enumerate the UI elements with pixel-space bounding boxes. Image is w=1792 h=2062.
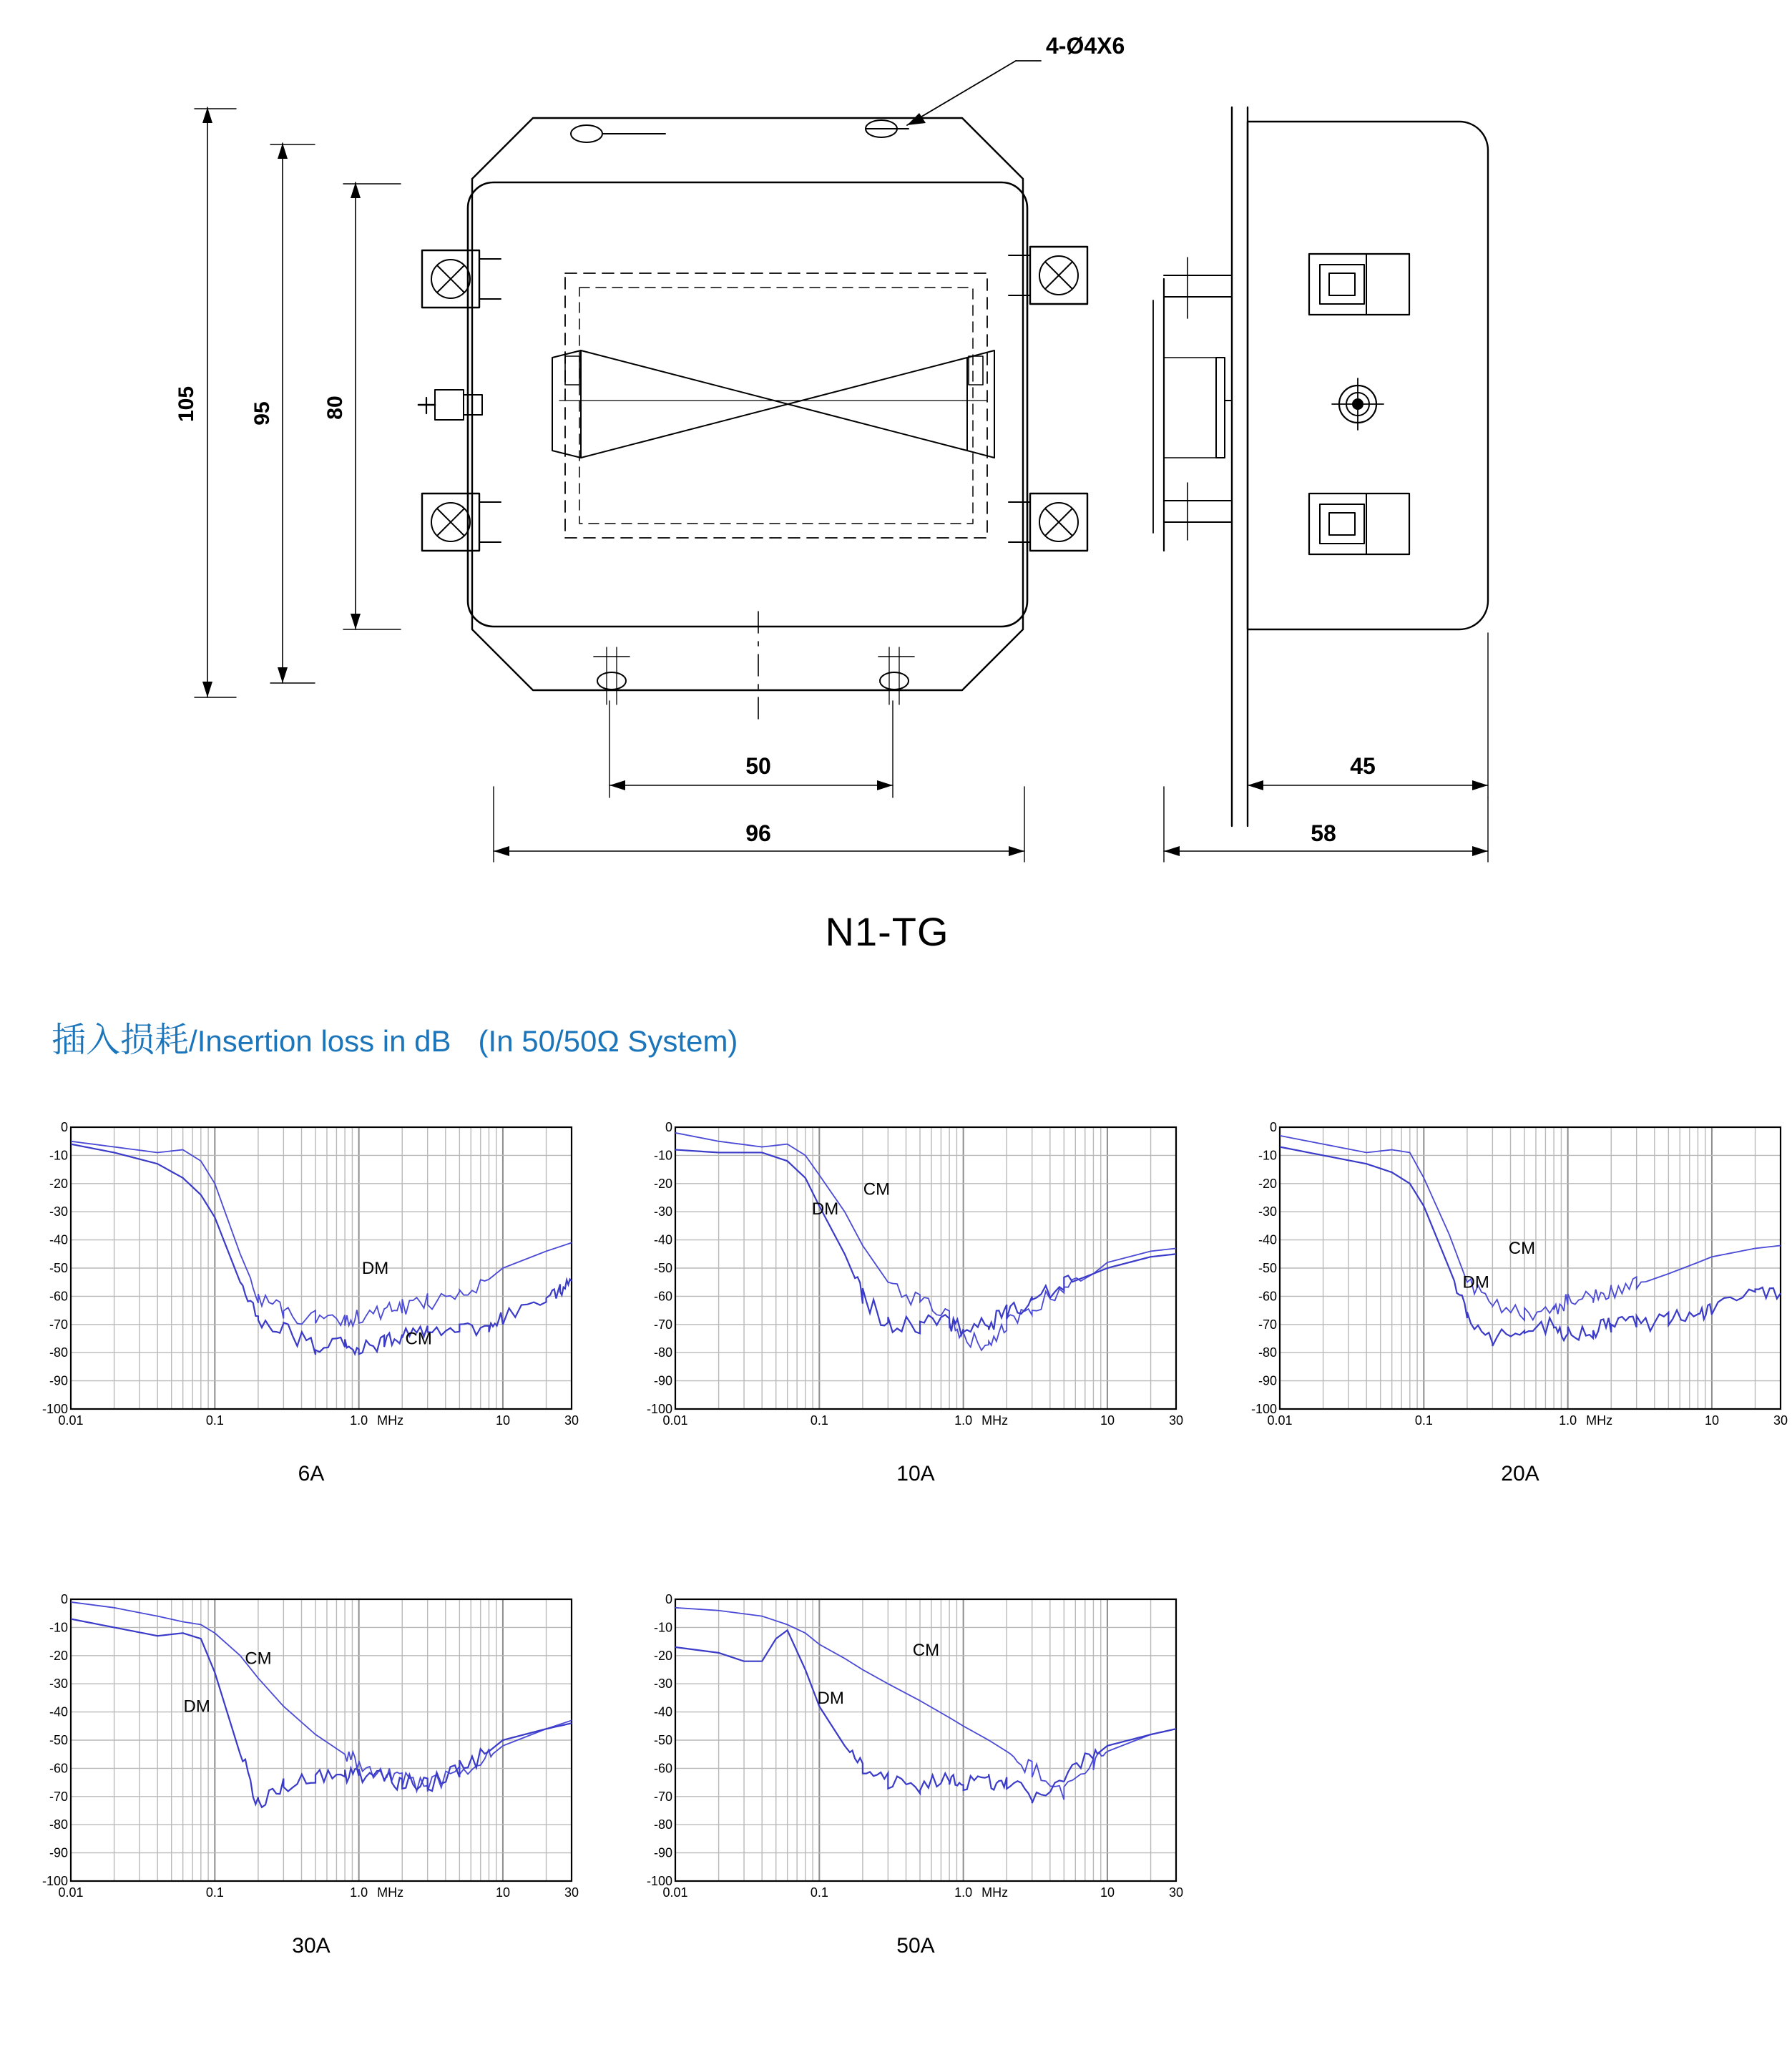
y-tick-label: -30 bbox=[49, 1204, 68, 1219]
y-tick-label: -40 bbox=[49, 1704, 68, 1719]
section-heading-en: Insertion loss in dB bbox=[197, 1024, 451, 1058]
y-tick-label: -30 bbox=[1258, 1204, 1277, 1219]
y-tick-label: -70 bbox=[1258, 1317, 1277, 1332]
chart-caption-50a: 50A bbox=[896, 1934, 935, 1958]
y-tick-label: -50 bbox=[1258, 1261, 1277, 1275]
dim-45: 45 bbox=[1350, 753, 1376, 779]
y-tick-label: -100 bbox=[41, 1402, 68, 1416]
y-tick-label: -80 bbox=[653, 1817, 672, 1832]
chart-row-1 bbox=[0, 1116, 1788, 1502]
chart-20a-svg bbox=[1248, 1116, 1792, 1452]
chart-cell-6a bbox=[39, 1116, 583, 1486]
y-tick-label: -100 bbox=[646, 1402, 672, 1416]
y-tick-label: -60 bbox=[653, 1289, 672, 1304]
y-tick-label: -20 bbox=[49, 1176, 68, 1191]
y-tick-label: -10 bbox=[49, 1620, 68, 1635]
x-tick-label: 30 bbox=[1168, 1413, 1184, 1428]
chart-20a bbox=[1248, 1116, 1792, 1452]
y-tick-label: -90 bbox=[1258, 1373, 1277, 1388]
x-tick-label: 30 bbox=[564, 1885, 579, 1900]
y-tick-label: 0 bbox=[1269, 1120, 1277, 1134]
dim-50: 50 bbox=[745, 753, 771, 779]
y-tick-label: 0 bbox=[665, 1120, 672, 1134]
chart-caption-10a: 10A bbox=[896, 1462, 935, 1486]
y-tick-label: -10 bbox=[1258, 1148, 1277, 1163]
chart-caption-6a: 6A bbox=[298, 1462, 325, 1486]
x-tick-label: 0.1 bbox=[810, 1413, 828, 1428]
y-tick-label: -30 bbox=[653, 1204, 672, 1219]
y-tick-label: -40 bbox=[49, 1232, 68, 1247]
chart-caption-20a: 20A bbox=[1501, 1462, 1539, 1486]
x-tick-label: 0.1 bbox=[1414, 1413, 1433, 1428]
section-heading-system: (In 50/50Ω System) bbox=[478, 1024, 738, 1058]
series-annotation-dm: DM bbox=[817, 1688, 844, 1708]
x-tick-label: 10 bbox=[495, 1413, 511, 1428]
x-tick-label: 1.0 bbox=[954, 1413, 973, 1428]
chart-cell-20a bbox=[1248, 1116, 1792, 1486]
x-tick-label: 10 bbox=[1100, 1885, 1115, 1900]
series-annotation-dm: DM bbox=[183, 1697, 210, 1717]
x-tick-label: 1.0 bbox=[1559, 1413, 1577, 1428]
y-tick-label: -70 bbox=[49, 1789, 68, 1804]
x-tick-label: 1.0 bbox=[954, 1885, 973, 1900]
y-tick-label: -80 bbox=[653, 1345, 672, 1360]
y-tick-label: -80 bbox=[1258, 1345, 1277, 1360]
y-tick-label: -50 bbox=[653, 1733, 672, 1747]
chart-30a-svg bbox=[39, 1588, 583, 1924]
dim-95: 95 bbox=[250, 401, 274, 426]
y-tick-label: -80 bbox=[49, 1817, 68, 1832]
x-tick-label: 0.1 bbox=[810, 1885, 828, 1900]
drawing-svg bbox=[0, 0, 1774, 887]
section-heading-cn: 插入损耗 bbox=[52, 1021, 190, 1059]
y-tick-label: -100 bbox=[646, 1874, 672, 1888]
chart-30a bbox=[39, 1588, 583, 1924]
y-tick-label: -60 bbox=[1258, 1289, 1277, 1304]
y-tick-label: -50 bbox=[49, 1733, 68, 1747]
y-tick-label: -70 bbox=[653, 1789, 672, 1804]
x-tick-label: 0.01 bbox=[58, 1885, 84, 1900]
y-tick-label: -60 bbox=[49, 1289, 68, 1304]
y-tick-label: -60 bbox=[49, 1761, 68, 1776]
chart-cell-50a bbox=[644, 1588, 1188, 1958]
chart-10a bbox=[644, 1116, 1188, 1452]
series-annotation-cm: CM bbox=[912, 1640, 940, 1660]
x-tick-label: 10 bbox=[1100, 1413, 1115, 1428]
y-tick-label: -30 bbox=[49, 1676, 68, 1692]
chart-cell-10a bbox=[644, 1116, 1188, 1486]
y-tick-label: -40 bbox=[1258, 1232, 1277, 1247]
dim-105: 105 bbox=[175, 386, 198, 423]
series-annotation-cm: CM bbox=[405, 1329, 432, 1349]
x-tick-label: 30 bbox=[1168, 1885, 1184, 1900]
y-tick-label: 0 bbox=[60, 1592, 68, 1606]
y-tick-label: -40 bbox=[653, 1232, 672, 1247]
hole-callout: 4-Ø4X6 bbox=[1046, 33, 1125, 59]
chart-caption-30a: 30A bbox=[292, 1934, 331, 1958]
x-axis-unit: MHz bbox=[981, 1885, 1009, 1900]
x-axis-unit: MHz bbox=[377, 1885, 404, 1900]
series-annotation-cm: CM bbox=[863, 1179, 891, 1199]
chart-cell-30a bbox=[39, 1588, 583, 1958]
y-tick-label: -20 bbox=[653, 1176, 672, 1191]
x-tick-label: 0.1 bbox=[205, 1885, 224, 1900]
y-tick-label: 0 bbox=[60, 1120, 68, 1134]
x-axis-unit: MHz bbox=[1586, 1413, 1613, 1428]
y-tick-label: -90 bbox=[49, 1373, 68, 1388]
x-tick-label: 10 bbox=[1704, 1413, 1720, 1428]
section-heading-sep: / bbox=[189, 1024, 197, 1058]
y-tick-label: -20 bbox=[49, 1648, 68, 1663]
series-annotation-cm: CM bbox=[1508, 1239, 1536, 1259]
y-tick-label: -10 bbox=[653, 1620, 672, 1635]
y-tick-label: -90 bbox=[653, 1845, 672, 1860]
y-tick-label: -60 bbox=[653, 1761, 672, 1776]
chart-6a-svg bbox=[39, 1116, 583, 1452]
x-tick-label: 30 bbox=[564, 1413, 579, 1428]
series-annotation-cm: CM bbox=[245, 1649, 272, 1669]
y-tick-label: -100 bbox=[1250, 1402, 1277, 1416]
dim-96: 96 bbox=[745, 820, 771, 846]
x-tick-label: 0.01 bbox=[58, 1413, 84, 1428]
series-annotation-dm: DM bbox=[361, 1258, 389, 1278]
x-tick-label: 0.01 bbox=[1267, 1413, 1293, 1428]
y-tick-label: -80 bbox=[49, 1345, 68, 1360]
x-tick-label: 1.0 bbox=[350, 1885, 368, 1900]
y-tick-label: 0 bbox=[665, 1592, 672, 1606]
series-annotation-dm: DM bbox=[811, 1199, 839, 1219]
y-tick-label: -10 bbox=[653, 1148, 672, 1163]
x-tick-label: 0.01 bbox=[662, 1885, 688, 1900]
chart-10a-svg bbox=[644, 1116, 1188, 1452]
chart-50a bbox=[644, 1588, 1188, 1924]
model-label: N1-TG bbox=[825, 909, 949, 954]
y-tick-label: -70 bbox=[49, 1317, 68, 1332]
chart-6a bbox=[39, 1116, 583, 1452]
x-tick-label: 0.01 bbox=[662, 1413, 688, 1428]
y-tick-label: -70 bbox=[653, 1317, 672, 1332]
technical-drawing bbox=[0, 0, 1774, 887]
y-tick-label: -40 bbox=[653, 1704, 672, 1719]
x-tick-label: 30 bbox=[1773, 1413, 1788, 1428]
y-tick-label: -50 bbox=[49, 1261, 68, 1275]
y-tick-label: -20 bbox=[1258, 1176, 1277, 1191]
x-tick-label: 1.0 bbox=[350, 1413, 368, 1428]
section-heading bbox=[52, 1012, 738, 1061]
x-tick-label: 0.1 bbox=[205, 1413, 224, 1428]
series-annotation-dm: DM bbox=[1462, 1272, 1489, 1292]
chart-50a-svg bbox=[644, 1588, 1188, 1924]
y-tick-label: -10 bbox=[49, 1148, 68, 1163]
y-tick-label: -20 bbox=[653, 1648, 672, 1663]
x-axis-unit: MHz bbox=[377, 1413, 404, 1428]
y-tick-label: -90 bbox=[49, 1845, 68, 1860]
y-tick-label: -100 bbox=[41, 1874, 68, 1888]
chart-row-2 bbox=[0, 1588, 1774, 1974]
dim-80: 80 bbox=[323, 396, 347, 420]
dim-58: 58 bbox=[1311, 820, 1336, 846]
y-tick-label: -90 bbox=[653, 1373, 672, 1388]
y-tick-label: -30 bbox=[653, 1676, 672, 1692]
x-axis-unit: MHz bbox=[981, 1413, 1009, 1428]
x-tick-label: 10 bbox=[495, 1885, 511, 1900]
y-tick-label: -50 bbox=[653, 1261, 672, 1275]
